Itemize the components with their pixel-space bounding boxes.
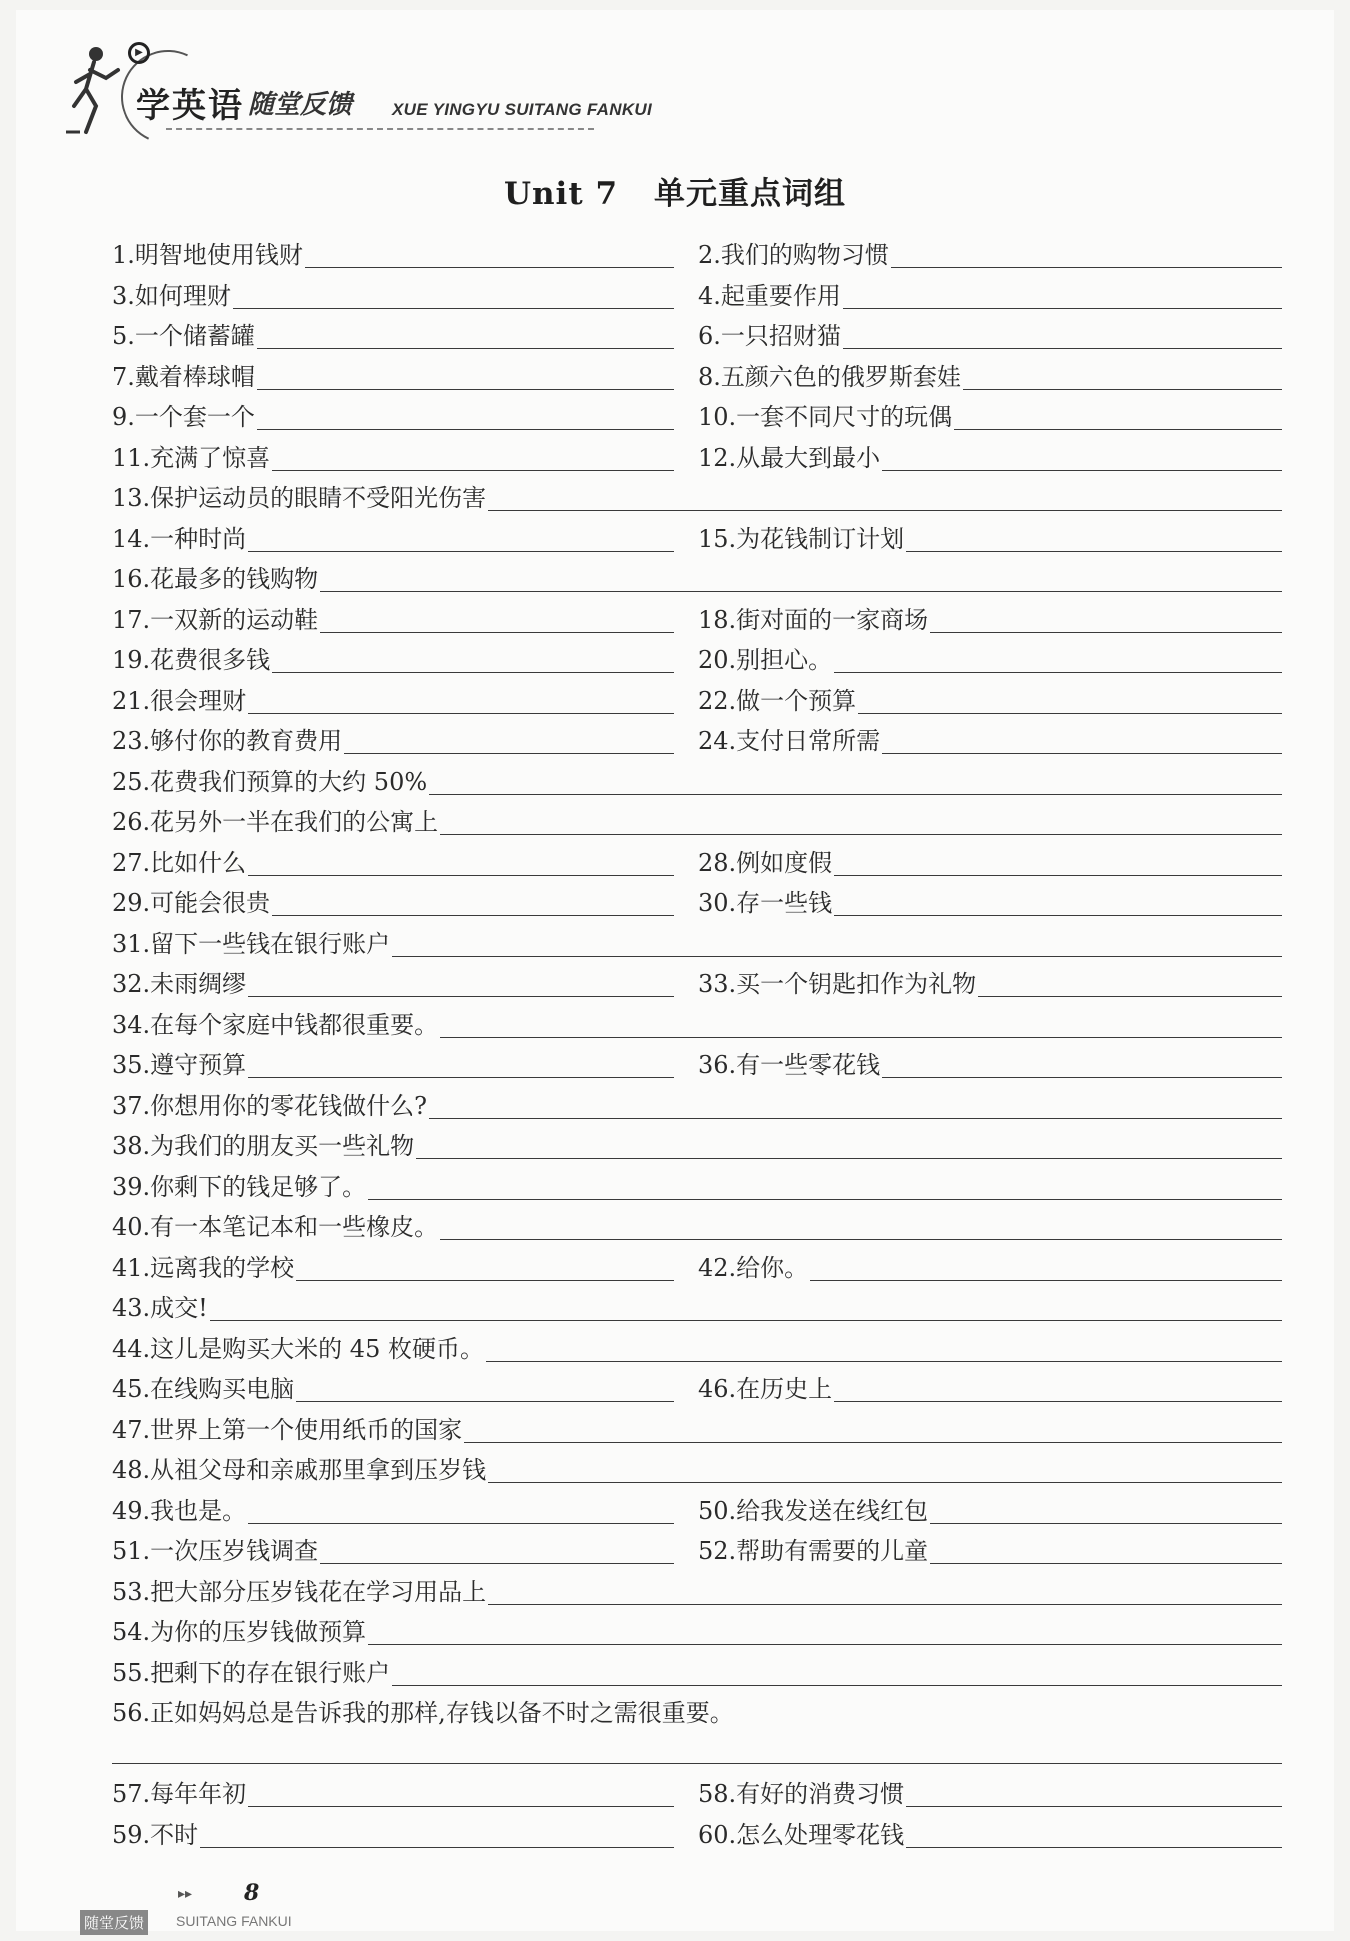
answer-blank[interactable] [416, 1157, 1282, 1159]
phrase-row [112, 1528, 1282, 1569]
phrase-item [112, 1042, 674, 1082]
answer-blank[interactable] [210, 1319, 1282, 1321]
phrase-number: 6. [698, 322, 721, 350]
phrase-text: 比如什么 [150, 848, 247, 877]
phrase-row [112, 799, 1282, 840]
answer-blank[interactable] [963, 388, 1282, 390]
phrase-row [112, 1569, 1282, 1610]
phrase-item [698, 1488, 1282, 1528]
phrase-item [698, 1366, 1282, 1406]
phrase-item [698, 1771, 1282, 1811]
phrase-text: 花费很多钱 [150, 646, 271, 674]
phrase-item [112, 313, 674, 353]
phrase-number: 16. [112, 565, 151, 593]
phrase-item [112, 1447, 1282, 1487]
phrase-text: 怎么处理零花钱 [736, 1820, 905, 1849]
phrase-text: 一个储蓄罐 [134, 322, 255, 350]
phrase-row [112, 880, 1282, 921]
phrase-text: 一只招财猫 [720, 322, 841, 350]
phrase-text: 世界上第一个使用纸币的国家 [150, 1415, 463, 1444]
answer-blank[interactable] [320, 1562, 674, 1564]
phrase-text: 把大部分压岁钱花在学习用品上 [150, 1577, 487, 1606]
phrase-row [112, 1366, 1282, 1407]
footer-badge: 随堂反馈 [80, 1910, 148, 1935]
phrase-text: 给我发送在线红包 [736, 1496, 929, 1525]
phrase-number: 60. [698, 1820, 737, 1849]
phrase-row [112, 1042, 1282, 1083]
phrase-item [112, 1488, 674, 1528]
phrase-text: 留下一些钱在银行账户 [150, 929, 391, 958]
phrase-item [112, 637, 674, 677]
series-title-pinyin: XUE YINGYU SUITANG FANKUI [392, 100, 653, 119]
phrase-item [698, 880, 1282, 920]
phrase-number: 23. [112, 727, 151, 755]
phrase-item [698, 232, 1282, 272]
answer-blank[interactable] [368, 1198, 1282, 1200]
phrase-text: 从最大到最小 [736, 443, 881, 472]
phrase-item [698, 516, 1282, 556]
phrase-item [698, 597, 1282, 637]
phrase-number: 38. [112, 1132, 151, 1160]
worksheet-page [16, 10, 1334, 1931]
page-number: 8 [244, 1880, 260, 1906]
answer-blank[interactable] [248, 874, 674, 876]
phrase-number: 5. [112, 322, 135, 350]
phrase-text: 远离我的学校 [150, 1253, 295, 1282]
phrase-row [112, 1650, 1282, 1691]
answer-blank[interactable] [272, 914, 674, 916]
phrase-item [112, 273, 674, 313]
phrase-item [112, 1326, 1282, 1366]
phrase-item [698, 718, 1282, 758]
phrase-text: 在线购买电脑 [150, 1375, 295, 1403]
answer-blank[interactable] [906, 1846, 1282, 1848]
phrase-item [112, 1771, 674, 1811]
answer-blank[interactable] [248, 712, 674, 714]
phrase-item [698, 435, 1282, 475]
page-title [16, 168, 1334, 213]
phrase-number: 14. [112, 524, 151, 553]
phrase-number: 46. [698, 1375, 737, 1403]
phrase-item [112, 718, 674, 758]
phrase-item [698, 394, 1282, 434]
unit-topic: 单元重点词组 [654, 176, 847, 212]
phrase-row [112, 1771, 1282, 1812]
phrase-text: 存一些钱 [736, 889, 833, 917]
answer-blank[interactable] [320, 590, 1282, 592]
phrase-item [698, 1812, 1282, 1852]
phrase-text: 我也是。 [150, 1496, 247, 1525]
answer-blank[interactable] [906, 1805, 1282, 1807]
answer-blank[interactable] [320, 631, 674, 633]
phrase-item [112, 759, 1282, 799]
answer-blank[interactable] [248, 1076, 674, 1078]
phrase-item [112, 1002, 1282, 1042]
phrase-number: 59. [112, 1820, 151, 1849]
phrase-number: 45. [112, 1375, 151, 1403]
phrase-item [112, 961, 674, 1001]
phrase-number: 56. [112, 1699, 151, 1727]
phrase-number: 48. [112, 1456, 151, 1484]
phrase-row [112, 1812, 1282, 1853]
phrase-item [698, 1042, 1282, 1082]
phrase-number: 19. [112, 646, 151, 674]
phrase-text: 街对面的一家商场 [736, 605, 929, 634]
answer-blank[interactable] [488, 509, 1282, 511]
phrase-item [112, 232, 674, 272]
phrase-item [112, 1812, 674, 1852]
phrase-number: 52. [698, 1537, 737, 1565]
phrase-item [112, 1650, 1282, 1690]
phrase-number: 32. [112, 970, 151, 998]
answer-blank[interactable] [954, 428, 1282, 430]
phrase-text: 戴着棒球帽 [134, 362, 255, 391]
phrase-number: 31. [112, 929, 151, 958]
phrase-row [112, 273, 1282, 314]
phrase-row [112, 313, 1282, 354]
phrase-row [112, 1609, 1282, 1650]
phrase-item [112, 475, 1282, 515]
phrase-row [112, 1245, 1282, 1286]
phrase-item [112, 1204, 1282, 1244]
answer-blank[interactable] [891, 266, 1282, 268]
phrase-number: 10. [698, 403, 737, 431]
phrase-item [112, 556, 1282, 596]
phrase-item [698, 273, 1282, 313]
phrase-number: 18. [698, 605, 737, 634]
phrase-item [112, 1245, 674, 1285]
phrase-number: 1. [112, 241, 135, 269]
phrase-row [112, 678, 1282, 719]
phrase-number: 39. [112, 1172, 151, 1201]
phrase-number: 44. [112, 1334, 151, 1363]
answer-blank[interactable] [843, 347, 1282, 349]
phrase-text: 为你的压岁钱做预算 [150, 1618, 367, 1646]
phrase-text: 帮助有需要的儿童 [736, 1537, 929, 1565]
answer-blank[interactable] [488, 1603, 1282, 1605]
phrase-number: 29. [112, 889, 151, 917]
phrase-number: 42. [698, 1253, 737, 1282]
answer-blank[interactable] [882, 1076, 1282, 1078]
phrase-text: 为花钱制订计划 [736, 524, 905, 553]
phrase-item [112, 1164, 1282, 1204]
answer-blank[interactable] [257, 388, 674, 390]
phrase-row [112, 1407, 1282, 1448]
answer-blank[interactable] [272, 469, 674, 471]
phrase-item [112, 435, 674, 475]
answer-blank[interactable] [368, 1643, 1282, 1645]
phrase-number: 26. [112, 808, 151, 836]
phrase-number: 3. [112, 281, 135, 310]
phrase-number: 58. [698, 1780, 737, 1808]
answer-blank[interactable] [392, 955, 1282, 957]
phrase-item [698, 961, 1282, 1001]
phrase-number: 53. [112, 1577, 151, 1606]
answer-blank[interactable] [834, 874, 1282, 876]
phrase-item [112, 394, 674, 434]
phrase-number: 57. [112, 1780, 151, 1808]
phrase-text: 未雨绸缪 [150, 970, 247, 998]
phrase-row [112, 1204, 1282, 1245]
phrase-number: 8. [698, 362, 721, 391]
answer-blank[interactable] [488, 1481, 1282, 1483]
phrase-text: 遵守预算 [150, 1051, 247, 1079]
phrase-item [112, 1083, 1282, 1123]
phrase-number: 9. [112, 403, 135, 431]
phrase-text: 有一本笔记本和一些橡皮。 [150, 1213, 439, 1241]
page-footer [80, 1880, 380, 1936]
answer-blank[interactable] [248, 550, 674, 552]
phrase-row [112, 1002, 1282, 1043]
phrase-row [112, 718, 1282, 759]
phrase-item [112, 880, 674, 920]
phrase-item [698, 1528, 1282, 1568]
phrase-text: 一种时尚 [150, 524, 247, 553]
phrase-text: 一双新的运动鞋 [150, 605, 319, 634]
phrase-row [112, 1285, 1282, 1326]
unit-label: Unit 7 [503, 176, 619, 212]
phrase-text: 很会理财 [150, 686, 247, 715]
phrase-text: 从祖父母和亲戚那里拿到压岁钱 [150, 1456, 487, 1484]
phrase-item [698, 1245, 1282, 1285]
phrase-text: 别担心。 [736, 646, 833, 674]
phrase-text: 为我们的朋友买一些礼物 [150, 1132, 415, 1160]
phrase-item [112, 1407, 1282, 1447]
phrase-number: 28. [698, 848, 737, 877]
phrase-text: 充满了惊喜 [150, 443, 271, 472]
phrase-text: 一套不同尺寸的玩偶 [736, 403, 953, 431]
phrase-number: 12. [698, 443, 737, 472]
phrase-number: 24. [698, 727, 737, 755]
phrase-number: 47. [112, 1415, 151, 1444]
phrase-row [112, 840, 1282, 881]
answer-blank[interactable] [392, 1684, 1282, 1686]
phrase-text: 我们的购物习惯 [720, 241, 889, 269]
phrase-text: 明智地使用钱财 [134, 241, 303, 269]
phrase-number: 25. [112, 767, 151, 796]
series-title: 学英语 [136, 86, 244, 126]
play-icon: ▶ [128, 42, 150, 64]
phrase-row [112, 1447, 1282, 1488]
phrase-row [112, 435, 1282, 476]
phrase-text: 花另外一半在我们的公寓上 [150, 808, 439, 836]
answer-blank[interactable] [978, 995, 1282, 997]
phrase-text: 五颜六色的俄罗斯套娃 [720, 362, 961, 391]
phrase-number: 21. [112, 686, 151, 715]
phrase-number: 20. [698, 646, 737, 674]
phrase-number: 37. [112, 1091, 151, 1120]
phrase-text: 一次压岁钱调查 [150, 1537, 319, 1565]
answer-blank[interactable] [248, 1522, 674, 1524]
answer-blank[interactable] [344, 752, 674, 754]
answer-blank[interactable] [429, 793, 1282, 795]
phrase-number: 51. [112, 1537, 151, 1565]
answer-blank[interactable] [257, 428, 674, 430]
phrase-number: 43. [112, 1294, 151, 1322]
phrase-text: 起重要作用 [720, 281, 841, 310]
answer-blank[interactable] [882, 469, 1282, 471]
phrase-number: 33. [698, 970, 737, 998]
phrase-text: 买一个钥匙扣作为礼物 [736, 970, 977, 998]
phrase-number: 50. [698, 1496, 737, 1525]
answer-blank[interactable] [486, 1360, 1282, 1362]
phrase-row [112, 1488, 1282, 1529]
phrase-row [112, 1326, 1282, 1367]
phrase-item [112, 1609, 1282, 1649]
phrase-row [112, 475, 1282, 516]
answer-blank[interactable] [810, 1279, 1282, 1281]
answer-blank[interactable] [930, 631, 1282, 633]
phrase-row [112, 1123, 1282, 1164]
phrase-text: 可能会很贵 [150, 889, 271, 917]
phrase-text: 成交! [150, 1294, 208, 1322]
phrase-number: 40. [112, 1213, 151, 1241]
answer-blank[interactable] [112, 1763, 1282, 1764]
answer-blank[interactable] [906, 550, 1282, 552]
phrase-number: 2. [698, 241, 721, 269]
answer-blank[interactable] [440, 833, 1282, 835]
phrase-text: 一个套一个 [134, 403, 255, 431]
answer-blank[interactable] [296, 1400, 674, 1402]
phrase-text: 不时 [150, 1820, 199, 1849]
answer-blank[interactable] [429, 1117, 1282, 1119]
answer-blank[interactable] [834, 1400, 1282, 1402]
runner-logo-icon [66, 44, 126, 136]
phrase-item [112, 354, 674, 394]
series-subtitle: 随堂反馈 [248, 90, 353, 120]
arrow-icon: ▸▸ [178, 1886, 193, 1902]
phrase-row [112, 759, 1282, 800]
phrase-item [112, 597, 674, 637]
answer-blank[interactable] [834, 914, 1282, 916]
answer-blank[interactable] [305, 266, 674, 268]
footer-badge-pinyin: SUITANG FANKUI [176, 1913, 292, 1929]
phrase-item [112, 1528, 674, 1568]
answer-blank[interactable] [858, 712, 1282, 714]
phrase-row [112, 232, 1282, 273]
phrase-item [112, 516, 674, 556]
phrase-number: 11. [112, 443, 151, 472]
series-header [66, 38, 686, 148]
phrase-item [698, 840, 1282, 880]
phrase-row [112, 961, 1282, 1002]
answer-blank[interactable] [233, 307, 674, 309]
phrase-text: 花最多的钱购物 [150, 565, 319, 593]
answer-blank[interactable] [272, 671, 674, 673]
phrase-text: 每年年初 [150, 1780, 247, 1808]
phrase-text: 有好的消费习惯 [736, 1780, 905, 1808]
phrase-row [112, 354, 1282, 395]
phrase-text: 在历史上 [736, 1375, 833, 1403]
answer-blank[interactable] [257, 347, 674, 349]
phrase-text: 例如度假 [736, 848, 833, 877]
phrase-item [112, 1690, 1282, 1730]
phrase-number: 55. [112, 1658, 151, 1687]
phrase-row [112, 921, 1282, 962]
phrase-row [112, 516, 1282, 557]
phrase-text: 有一些零花钱 [736, 1051, 881, 1079]
phrase-number: 41. [112, 1253, 151, 1282]
answer-blank[interactable] [296, 1279, 674, 1281]
phrase-text: 正如妈妈总是告诉我的那样,存钱以备不时之需很重要。 [150, 1699, 734, 1727]
phrase-row [112, 1690, 1282, 1771]
phrase-item [112, 840, 674, 880]
phrase-row [112, 1083, 1282, 1124]
phrase-item [698, 637, 1282, 677]
phrase-text: 如何理财 [134, 281, 231, 310]
phrase-number: 30. [698, 889, 737, 917]
phrase-text: 你剩下的钱足够了。 [150, 1172, 367, 1201]
phrase-number: 34. [112, 1010, 151, 1039]
phrase-number: 17. [112, 605, 151, 634]
phrase-text: 把剩下的存在银行账户 [150, 1658, 391, 1687]
answer-blank[interactable] [834, 671, 1282, 673]
answer-blank[interactable] [440, 1238, 1282, 1240]
answer-blank[interactable] [464, 1441, 1282, 1443]
phrase-row [112, 394, 1282, 435]
phrase-number: 4. [698, 281, 721, 310]
phrase-text: 给你。 [736, 1253, 809, 1282]
answer-blank[interactable] [843, 307, 1282, 309]
phrase-item [112, 1569, 1282, 1609]
phrase-row [112, 556, 1282, 597]
phrase-number: 36. [698, 1051, 737, 1079]
phrase-item [112, 1123, 1282, 1163]
phrase-number: 7. [112, 362, 135, 391]
phrase-number: 54. [112, 1618, 151, 1646]
phrase-item [112, 799, 1282, 839]
phrase-number: 35. [112, 1051, 151, 1079]
answer-blank[interactable] [248, 995, 674, 997]
answer-blank[interactable] [930, 1562, 1282, 1564]
phrase-text: 做一个预算 [736, 686, 857, 715]
phrase-item [698, 678, 1282, 718]
phrase-item [112, 1285, 1282, 1325]
phrase-number: 13. [112, 484, 151, 512]
phrase-text: 你想用你的零花钱做什么? [150, 1091, 428, 1120]
phrase-number: 27. [112, 848, 151, 877]
phrase-text: 支付日常所需 [736, 727, 881, 755]
phrase-row [112, 597, 1282, 638]
phrase-text: 在每个家庭中钱都很重要。 [150, 1010, 439, 1039]
header-divider [166, 128, 594, 130]
phrase-text: 够付你的教育费用 [150, 727, 343, 755]
answer-blank[interactable] [248, 1805, 674, 1807]
phrase-item [112, 921, 1282, 961]
phrase-text: 花费我们预算的大约 50% [150, 767, 428, 796]
phrase-item [112, 678, 674, 718]
phrase-text: 保护运动员的眼睛不受阳光伤害 [150, 484, 487, 512]
answer-blank[interactable] [440, 1036, 1282, 1038]
phrase-row [112, 1164, 1282, 1205]
answer-blank[interactable] [200, 1846, 674, 1848]
answer-blank[interactable] [882, 752, 1282, 754]
answer-blank[interactable] [930, 1522, 1282, 1524]
phrase-item [112, 1366, 674, 1406]
phrase-item [698, 313, 1282, 353]
phrase-list [112, 232, 1282, 1852]
phrase-text: 这儿是购买大米的 45 枚硬币。 [150, 1334, 484, 1363]
phrase-row [112, 637, 1282, 678]
phrase-number: 15. [698, 524, 737, 553]
phrase-number: 22. [698, 686, 737, 715]
phrase-item [698, 354, 1282, 394]
phrase-number: 49. [112, 1496, 151, 1525]
